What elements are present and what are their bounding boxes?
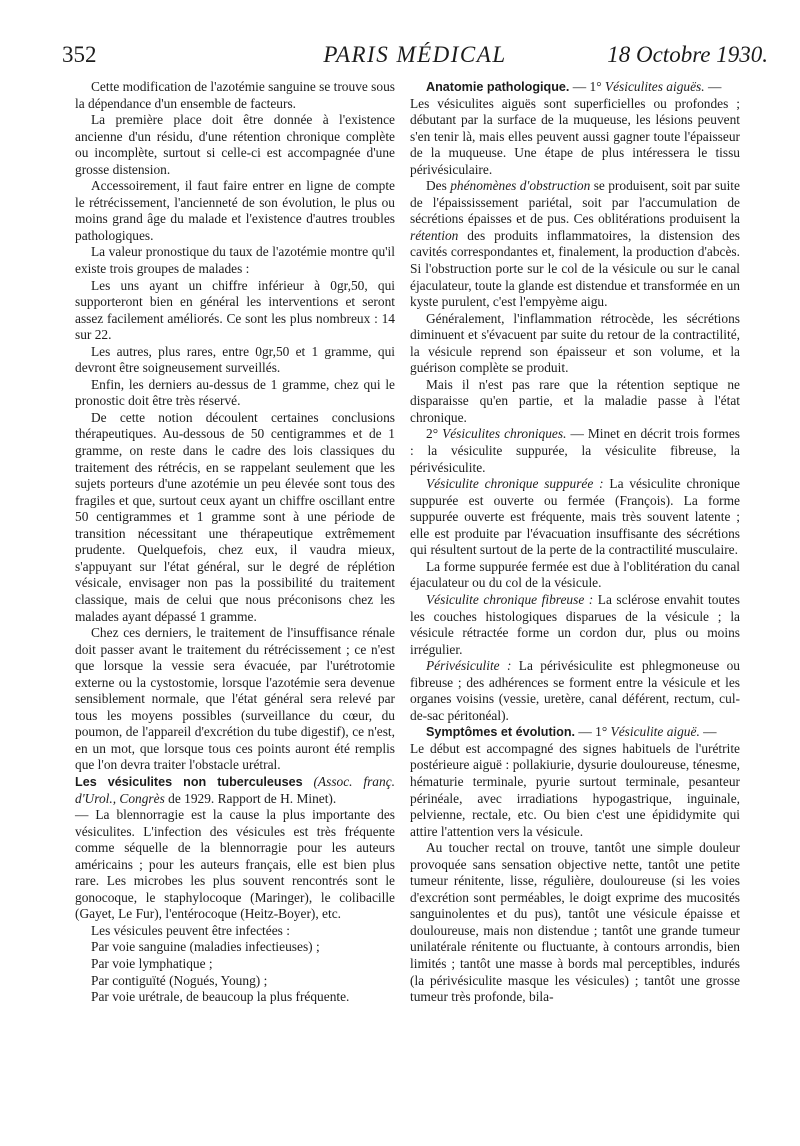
list-item: Par voie urétrale, de beaucoup la plus fréquente. bbox=[91, 989, 350, 1005]
paragraph: — La blennorragie est la cause la plus importante des vésiculites. L'infection des vésicules est très fréquente comme séquelle de la blennorragie pour les auteurs américains ; pour les auteurs français, elle est bien plus rare. Les microbes les plus souvent rencontrés sont le gonocoque, le staphylocoque (Maringer), le colibacille (Gayet, Le Fur), l'entérocoque (Heitz-Boyer), etc. bbox=[75, 807, 395, 922]
list-item: Par voie sanguine (maladies infectieuses) ; bbox=[91, 939, 320, 955]
text-run: se produisent, soit par suite de l'épaississement pariétal, soit par l'accumulation de sécrétions épaisses et de pus. Ces oblitérations produisent la bbox=[410, 178, 740, 227]
heading-tail: — bbox=[699, 724, 717, 740]
paragraph bbox=[410, 658, 740, 724]
paragraph: Chez ces derniers, le traitement de l'insuffisance rénale doit passer avant le traitement du rétrécissement ; ce n'est que lorsque la vessie sera évacuée, par l'urétrotomie externe ou la cystostomie, lorsque l'azotémie sera devenue sensiblement normale, que l'état général sera relevé par tous les moyens possibles (surveillance du cœur, du poumon, de l'appareil d'excrétion du tube digestif), ce n'est, en un mot, que lorsque tous ces points auront été remplis que l'on devra traiter l'obstacle urétral. bbox=[75, 625, 395, 773]
list-item: Par voie lymphatique ; bbox=[91, 955, 213, 971]
heading-subtitle: Vésiculite aiguë. bbox=[610, 724, 700, 740]
section-heading bbox=[75, 774, 395, 807]
text-run-italic: rétention bbox=[410, 227, 459, 243]
heading-tail: — bbox=[704, 79, 722, 94]
page-header bbox=[62, 42, 768, 72]
paragraph bbox=[410, 592, 740, 658]
left-column bbox=[75, 79, 395, 1006]
page-number: 352 bbox=[62, 42, 97, 67]
paragraph: De cette notion découlent certaines conclusions thérapeutiques. Au-dessous de 50 centigrammes et de 1 gramme, on reste dans le cadre des lois classiques du traitement des rétrécis, en se rappelant seulement que les sujets porteurs d'une azotémie un peu élevée sont tous des fragiles et que, surtout ceux ayant un chiffre oscillant entre 50 centigrammes et 1 gramme sont à une période de transition nécessitant une thérapeutique extrêmement prudente. Quelquefois, chez eux, il vaudra mieux, s'appuyant sur l'état général, sur le degré de réplétion vésicale, envisager non pas la possibilité du traitement classique, mais de celui que nous préconisons chez les malades ayant dépassé 1 gramme. bbox=[75, 409, 395, 624]
heading-symptoms: Symptômes et évolution. bbox=[426, 725, 576, 740]
section-heading bbox=[410, 79, 740, 96]
section-heading bbox=[410, 724, 740, 741]
paragraph: Cette modification de l'azotémie sanguine se trouve sous la dépendance d'un ensemble de facteurs. bbox=[75, 79, 395, 111]
text-run: des produits inflammatoires, la distension des cavités correspondantes et, finalement, la production d'abcès. Si l'obstruction porte sur le col de la vésicule ou sur le canal éjaculateur, toute la glande est distendue et transformée en un kyste purulent, c'est l'empyème aigu. bbox=[410, 227, 740, 310]
paragraph bbox=[410, 178, 740, 310]
paragraph: Accessoirement, il faut faire entrer en ligne de compte le rétrécissement, l'ancienneté de son évolution, le plus ou moins grand âge du malade et l'existence d'autres troubles pathologiques. bbox=[75, 178, 395, 243]
paragraph: Enfin, les derniers au-dessus de 1 gramme, chez qui le pronostic doit être très réservé. bbox=[75, 376, 395, 409]
text-run-italic: Vésiculite chronique fibreuse : bbox=[426, 591, 594, 607]
paragraph bbox=[410, 426, 740, 476]
paragraph: La forme suppurée fermée est due à l'oblitération du canal éjaculateur ou du col de la vésicule. bbox=[410, 558, 740, 591]
list-item: Par contiguïté (Nogués, Young) ; bbox=[91, 972, 268, 988]
text-run-italic: Vésiculites chroniques. bbox=[442, 426, 567, 442]
text-run-italic: Périvésiculite : bbox=[426, 658, 512, 674]
heading-anatomy: Anatomie pathologique. bbox=[426, 80, 570, 94]
section-reference: (Assoc. franç. d'Urol., Congrès bbox=[75, 773, 395, 806]
paragraph: Mais il n'est pas rare que la rétention septique ne disparaisse qu'en partie, et la maladie passe à l'état chronique. bbox=[410, 376, 740, 425]
right-column bbox=[410, 79, 740, 1006]
text-run: La vésiculite chronique suppurée est ouverte ou fermée (François). La forme suppurée ouverte est fréquente, mais très souvent latente ; elle est produite par l'évacuation insuffisante des sécrétions qui résultent surtout de la perte de la contractilité musculaire. bbox=[410, 476, 740, 558]
paragraph: Les autres, plus rares, entre 0gr,50 et 1 gramme, qui devront être soigneusement surveillés. bbox=[75, 343, 395, 376]
text-run: La sclérose envahit toutes les couches histologiques disparues de la vésicule ; la vésicule rétractée forme un cordon dur, plus ou moins irrégulier. bbox=[410, 591, 740, 657]
section-reference-tail: de 1929. Rapport de H. Minet). bbox=[164, 790, 337, 806]
paragraph: Les vésicules peuvent être infectées : bbox=[91, 922, 290, 938]
paragraph: La valeur pronostique du taux de l'azotémie montre qu'il existe trois groupes de malades : bbox=[75, 244, 395, 277]
text-run-italic: phénomènes d'obstruction bbox=[450, 178, 591, 194]
paragraph: Les vésiculites aiguës sont superficielles ou profondes ; débutant par la surface de la muqueuse, les lésions peuvent s'en tenir là, mais elles peuvent aussi gagner toute l'épaisseur de la muqueuse. Une étape de plus intéressera le tissu périvésiculaire. bbox=[410, 95, 740, 177]
heading-subtitle: Vésiculites aiguës. bbox=[604, 79, 705, 94]
paragraph: Le début est accompagné des signes habituels de l'urétrite postérieure aiguë : pollakiurie, dysurie douloureuse, ténesme, hématurie terminale, pyurie surtout terminale, pesanteur périnéale, avec irradiations hypogastrique, inguinale, pelvienne, rectale, etc. Ou bien c'est une épididymite qui attire l'attention vers la vésicule. bbox=[410, 740, 740, 839]
paragraph bbox=[410, 476, 740, 559]
paragraph: La première place doit être donnée à l'existence ancienne d'un résidu, d'une rétention chronique complète ou incomplète, surtout si celle-ci est accompagnée d'une grosse distension. bbox=[75, 112, 395, 177]
heading-dash: — 1° bbox=[569, 79, 605, 94]
text-run: Des bbox=[426, 178, 451, 194]
text-run: — Minet en décrit trois formes : la vésiculite suppurée, la vésiculite fibreuse, la périvésiculite. bbox=[410, 426, 740, 475]
paragraph: Au toucher rectal on trouve, tantôt une simple douleur provoquée sans sensation objective nette, tantôt une petite tumeur rénitente, lisse, régulière, douloureuse (si les voies d'excrétion sont perméables, le doigt exprime des mucosités sanguinolentes et du pus), tantôt une vésicule épaisse et douloureuse, mais non distendue ; tantôt une grande tumeur unilatérale rénitente ou fluctuante, à contours arrondis, bien limités ; tantôt une masse à bords mal perceptibles, indurés (la périvésiculite masque les vésicules) ; tantôt une grosse tumeur très profonde, bila- bbox=[410, 840, 740, 1005]
text-run: La périvésiculite est phlegmoneuse ou fibreuse ; des adhérences se forment entre la vésicule et les organes voisins (vessie, uretère, canal déférent, rectum, cul-de-sac péritonéal). bbox=[410, 658, 740, 723]
heading-dash: — 1° bbox=[575, 724, 611, 740]
journal-title: PARIS MÉDICAL bbox=[323, 42, 507, 67]
section-title: Les vésiculites non tuberculeuses bbox=[75, 774, 303, 789]
paragraph: Généralement, l'inflammation rétrocède, les sécrétions diminuent et s'évacuent par suite du retour de la contractilité, la vésicule reprend son épaisseur et son volume, et la guérison complète se produit. bbox=[410, 310, 740, 376]
issue-date: 18 Octobre 1930. bbox=[607, 42, 768, 67]
text-run-italic: Vésiculite chronique suppurée : bbox=[426, 476, 604, 492]
text-run: 2° bbox=[426, 426, 443, 442]
paragraph: Les uns ayant un chiffre inférieur à 0gr,50, qui supporteront bien en général les interventions et seront assez facilement améliorés. Ce sont les plus nombreux : 14 sur 22. bbox=[75, 277, 395, 343]
